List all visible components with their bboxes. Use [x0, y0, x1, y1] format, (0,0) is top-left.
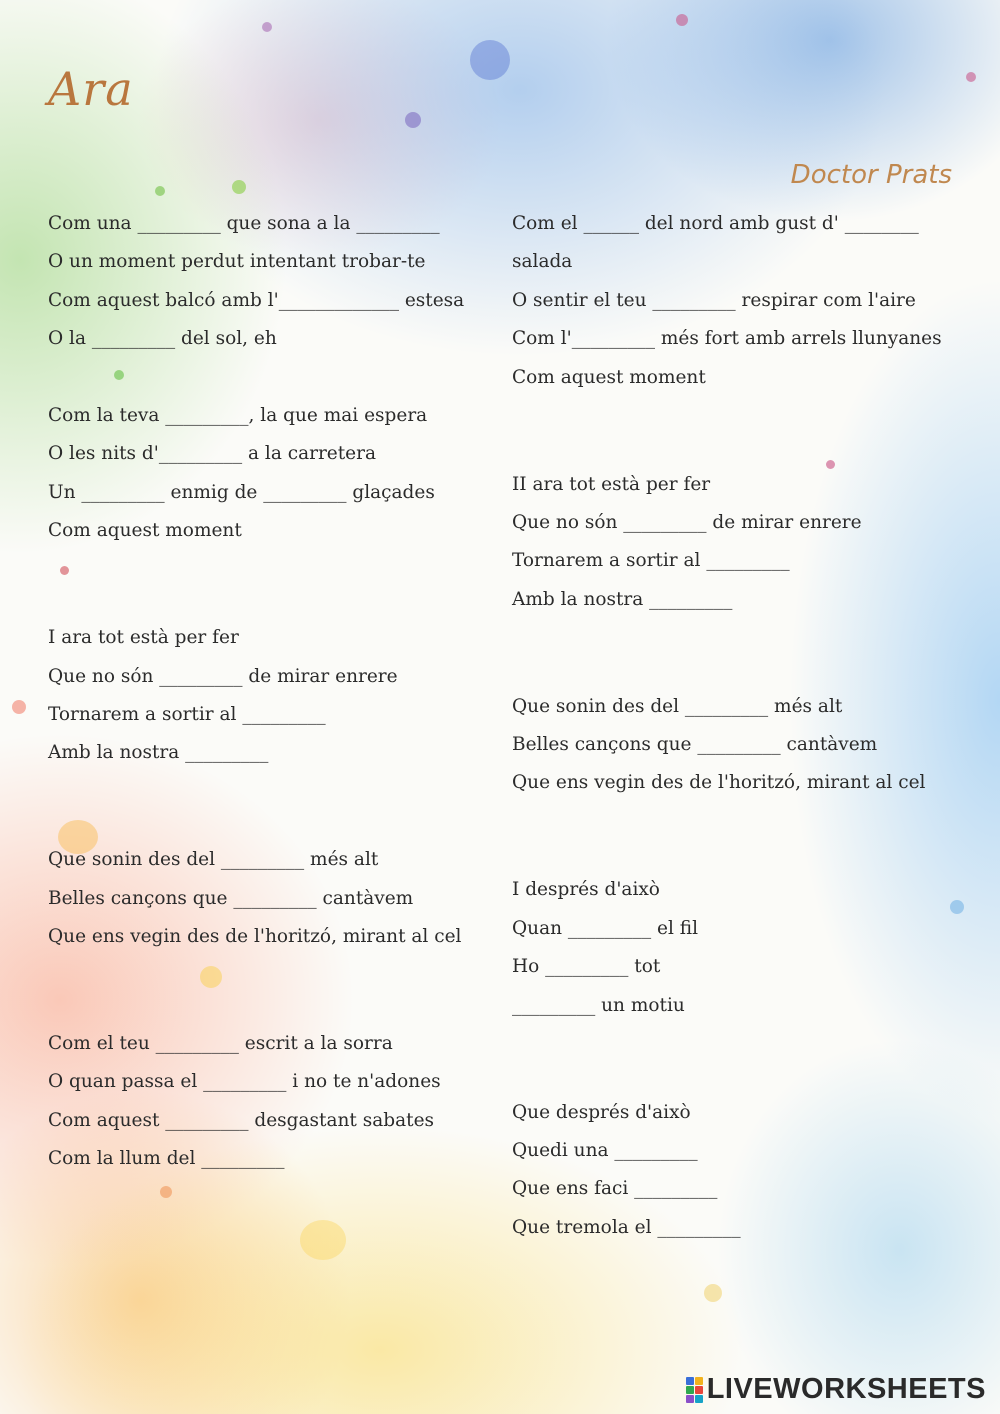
paint-splash — [160, 1186, 172, 1198]
paint-splash — [704, 1284, 722, 1302]
paint-splash — [405, 112, 421, 128]
liveworksheets-logo-icon — [686, 1377, 703, 1403]
lyric-line: I després d'això — [512, 879, 660, 901]
lyric-line: Que ens faci _________ — [512, 1178, 718, 1200]
lyric-line: O la _________ del sol, eh — [48, 328, 277, 350]
lyric-line: Un _________ enmig de _________ glaçades — [48, 481, 435, 503]
lyric-line: I ara tot està per fer — [48, 627, 239, 649]
paint-splash — [12, 700, 26, 714]
lyric-line: Com la llum del _________ — [48, 1148, 285, 1170]
lyric-line: Com aquest moment — [512, 366, 706, 388]
lyric-line: Com la teva _________, la que mai espera — [48, 404, 428, 426]
lyric-line: Com l'_________ més fort amb arrels llunyanes — [512, 328, 942, 350]
lyric-line: Que sonin des del _________ més alt — [512, 695, 843, 717]
lyric-line: Com aquest moment — [48, 520, 242, 542]
lyrics-left-column — [48, 205, 488, 1179]
stanza-gap — [512, 619, 962, 688]
lyric-line: Com el teu _________ escrit a la sorra — [48, 1033, 393, 1055]
liveworksheets-logo-text: LIVEWORKSHEETS — [706, 1373, 986, 1405]
lyric-line: Com una _________ que sona a la _________ — [48, 213, 440, 234]
stanza-gap — [48, 551, 488, 620]
paint-splash — [470, 40, 510, 80]
lyric-line: Quan _________ el fil — [512, 917, 699, 939]
stanza-gap — [48, 773, 488, 842]
paint-splash — [966, 72, 976, 82]
song-title: Ara — [48, 62, 134, 116]
lyric-line: Amb la nostra _________ — [512, 588, 733, 610]
lyric-line: Belles cançons que _________ cantàvem — [48, 887, 414, 909]
lyric-line: Que després d'això — [512, 1101, 691, 1123]
lyric-line: O sentir el teu _________ respirar com l'aire — [512, 289, 916, 311]
lyric-line: Com aquest _________ desgastant sabates — [48, 1109, 435, 1131]
lyric-line: O les nits d'_________ a la carretera — [48, 443, 377, 465]
paint-splash — [300, 1220, 346, 1260]
lyric-line: Belles cançons que _________ cantàvem — [512, 734, 878, 756]
lyric-line: O quan passa el _________ i no te n'adones — [48, 1071, 441, 1093]
lyrics-right-column — [512, 205, 962, 1247]
lyric-line: Que sonin des del _________ més alt — [48, 849, 379, 871]
lyric-line: II ara tot està per fer — [512, 473, 711, 495]
stanza-gap — [512, 803, 962, 872]
lyric-line: Que tremola el _________ — [512, 1216, 741, 1238]
lyric-line: Que ens vegin des de l'horitzó, mirant al cel — [48, 926, 462, 948]
paint-splash — [676, 14, 688, 26]
lyric-line: Que no són _________ de mirar enrere — [512, 511, 862, 533]
stanza-gap — [512, 397, 962, 466]
lyric-line: Com aquest balcó amb l'_____________ estesa — [48, 289, 465, 311]
stanza-gap — [48, 956, 488, 1025]
stanza-gap — [512, 1025, 962, 1094]
lyric-line: Ho _________ tot — [512, 956, 661, 978]
liveworksheets-logo[interactable] — [686, 1373, 986, 1406]
lyric-line: O un moment perdut intentant trobar-te — [48, 251, 426, 273]
lyric-line: Amb la nostra _________ — [48, 742, 269, 764]
paint-splash — [232, 180, 246, 194]
lyric-line: Tornarem a sortir al _________ — [48, 703, 326, 725]
stanza-gap — [48, 359, 488, 397]
lyric-line: Que ens vegin des de l'horitzó, mirant al cel — [512, 772, 926, 794]
lyric-line: Quedi una _________ — [512, 1140, 698, 1162]
lyric-line: Que no són _________ de mirar enrere — [48, 665, 398, 687]
lyric-line: _________ un motiu — [512, 994, 685, 1016]
lyric-line: Tornarem a sortir al _________ — [512, 550, 790, 572]
lyric-line: Com el ______ del nord amb gust d' ________ — [512, 213, 919, 234]
paint-splash — [155, 186, 165, 196]
paint-splash — [262, 22, 272, 32]
artist-name: Doctor Prats — [790, 160, 952, 190]
lyric-line: salada — [512, 251, 573, 273]
